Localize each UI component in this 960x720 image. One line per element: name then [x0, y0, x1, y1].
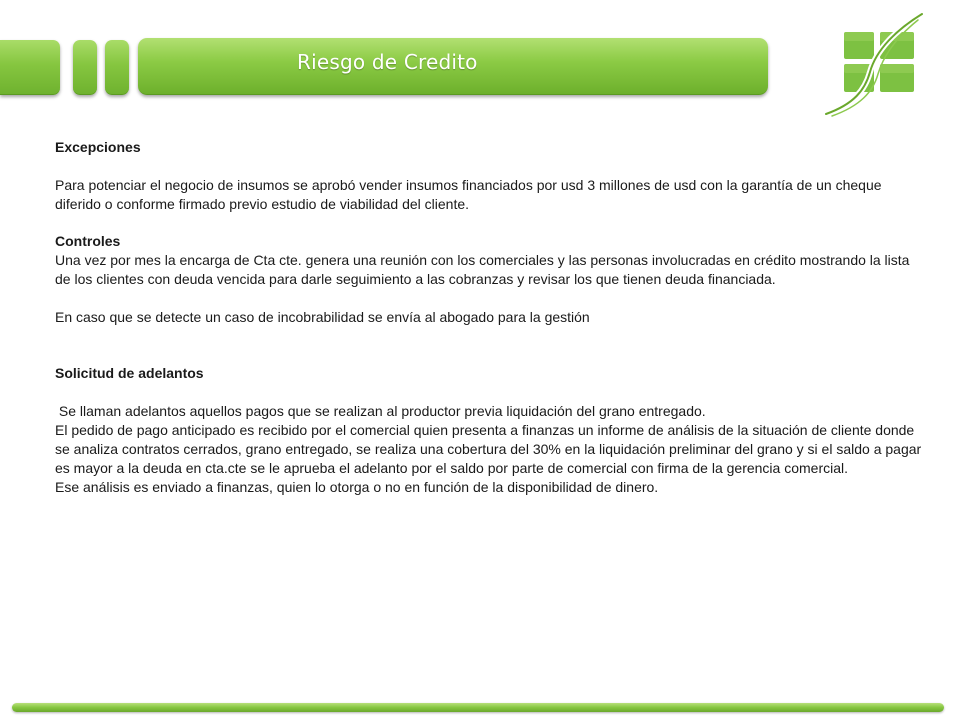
solicitud-paragraph-1: Se llaman adelantos aquellos pagos que se realizan al productor previa liquidación del grano entregado. — [55, 403, 706, 419]
page-title: Riesgo de Credito — [297, 50, 478, 74]
header-tab-1 — [0, 40, 60, 95]
controles-paragraph-2: En caso que se detecte un caso de incobrabilidad se envía al abogado para la gestión — [55, 309, 590, 325]
header-tab-2 — [73, 40, 97, 95]
solicitud-paragraph-3: Ese análisis es enviado a finanzas, quien lo otorga o no en función de la disponibilidad de dinero. — [55, 479, 659, 495]
solicitud-paragraph-2: El pedido de pago anticipado es recibido por el comercial quien presenta a finanzas un informe de análisis de la situación de cliente donde se analiza contratos cerrados, grano entregado, se realiza una cobertura del 30% en la liquidación preliminar del grano y si el saldo a pagar es mayor a la deuda en cta.cte se le aprueba el adelanto por el saldo por parte de comercial con firma de la gerencia comercial. — [55, 422, 922, 476]
header-tab-3 — [105, 40, 129, 95]
solicitud-heading: Solicitud de adelantos — [55, 365, 204, 381]
footer-divider — [12, 703, 944, 712]
main-content — [55, 138, 925, 497]
controles-heading: Controles — [55, 233, 121, 249]
controles-paragraph-1: Una vez por mes la encarga de Cta cte. genera una reunión con los comerciales y las personas involucradas en crédito mostrando la lista de los clientes con deuda vencida para darle seguimiento a las cobranzas y revisar los que tienen deuda financiada. — [55, 252, 910, 287]
excepciones-heading: Excepciones — [55, 139, 141, 155]
excepciones-paragraph: Para potenciar el negocio de insumos se aprobó vender insumos financiados por usd 3 millones de usd con la garantía de un cheque diferido o conforme firmado previo estudio de viabilidad del cliente. — [55, 177, 882, 212]
company-logo-icon — [818, 10, 948, 120]
